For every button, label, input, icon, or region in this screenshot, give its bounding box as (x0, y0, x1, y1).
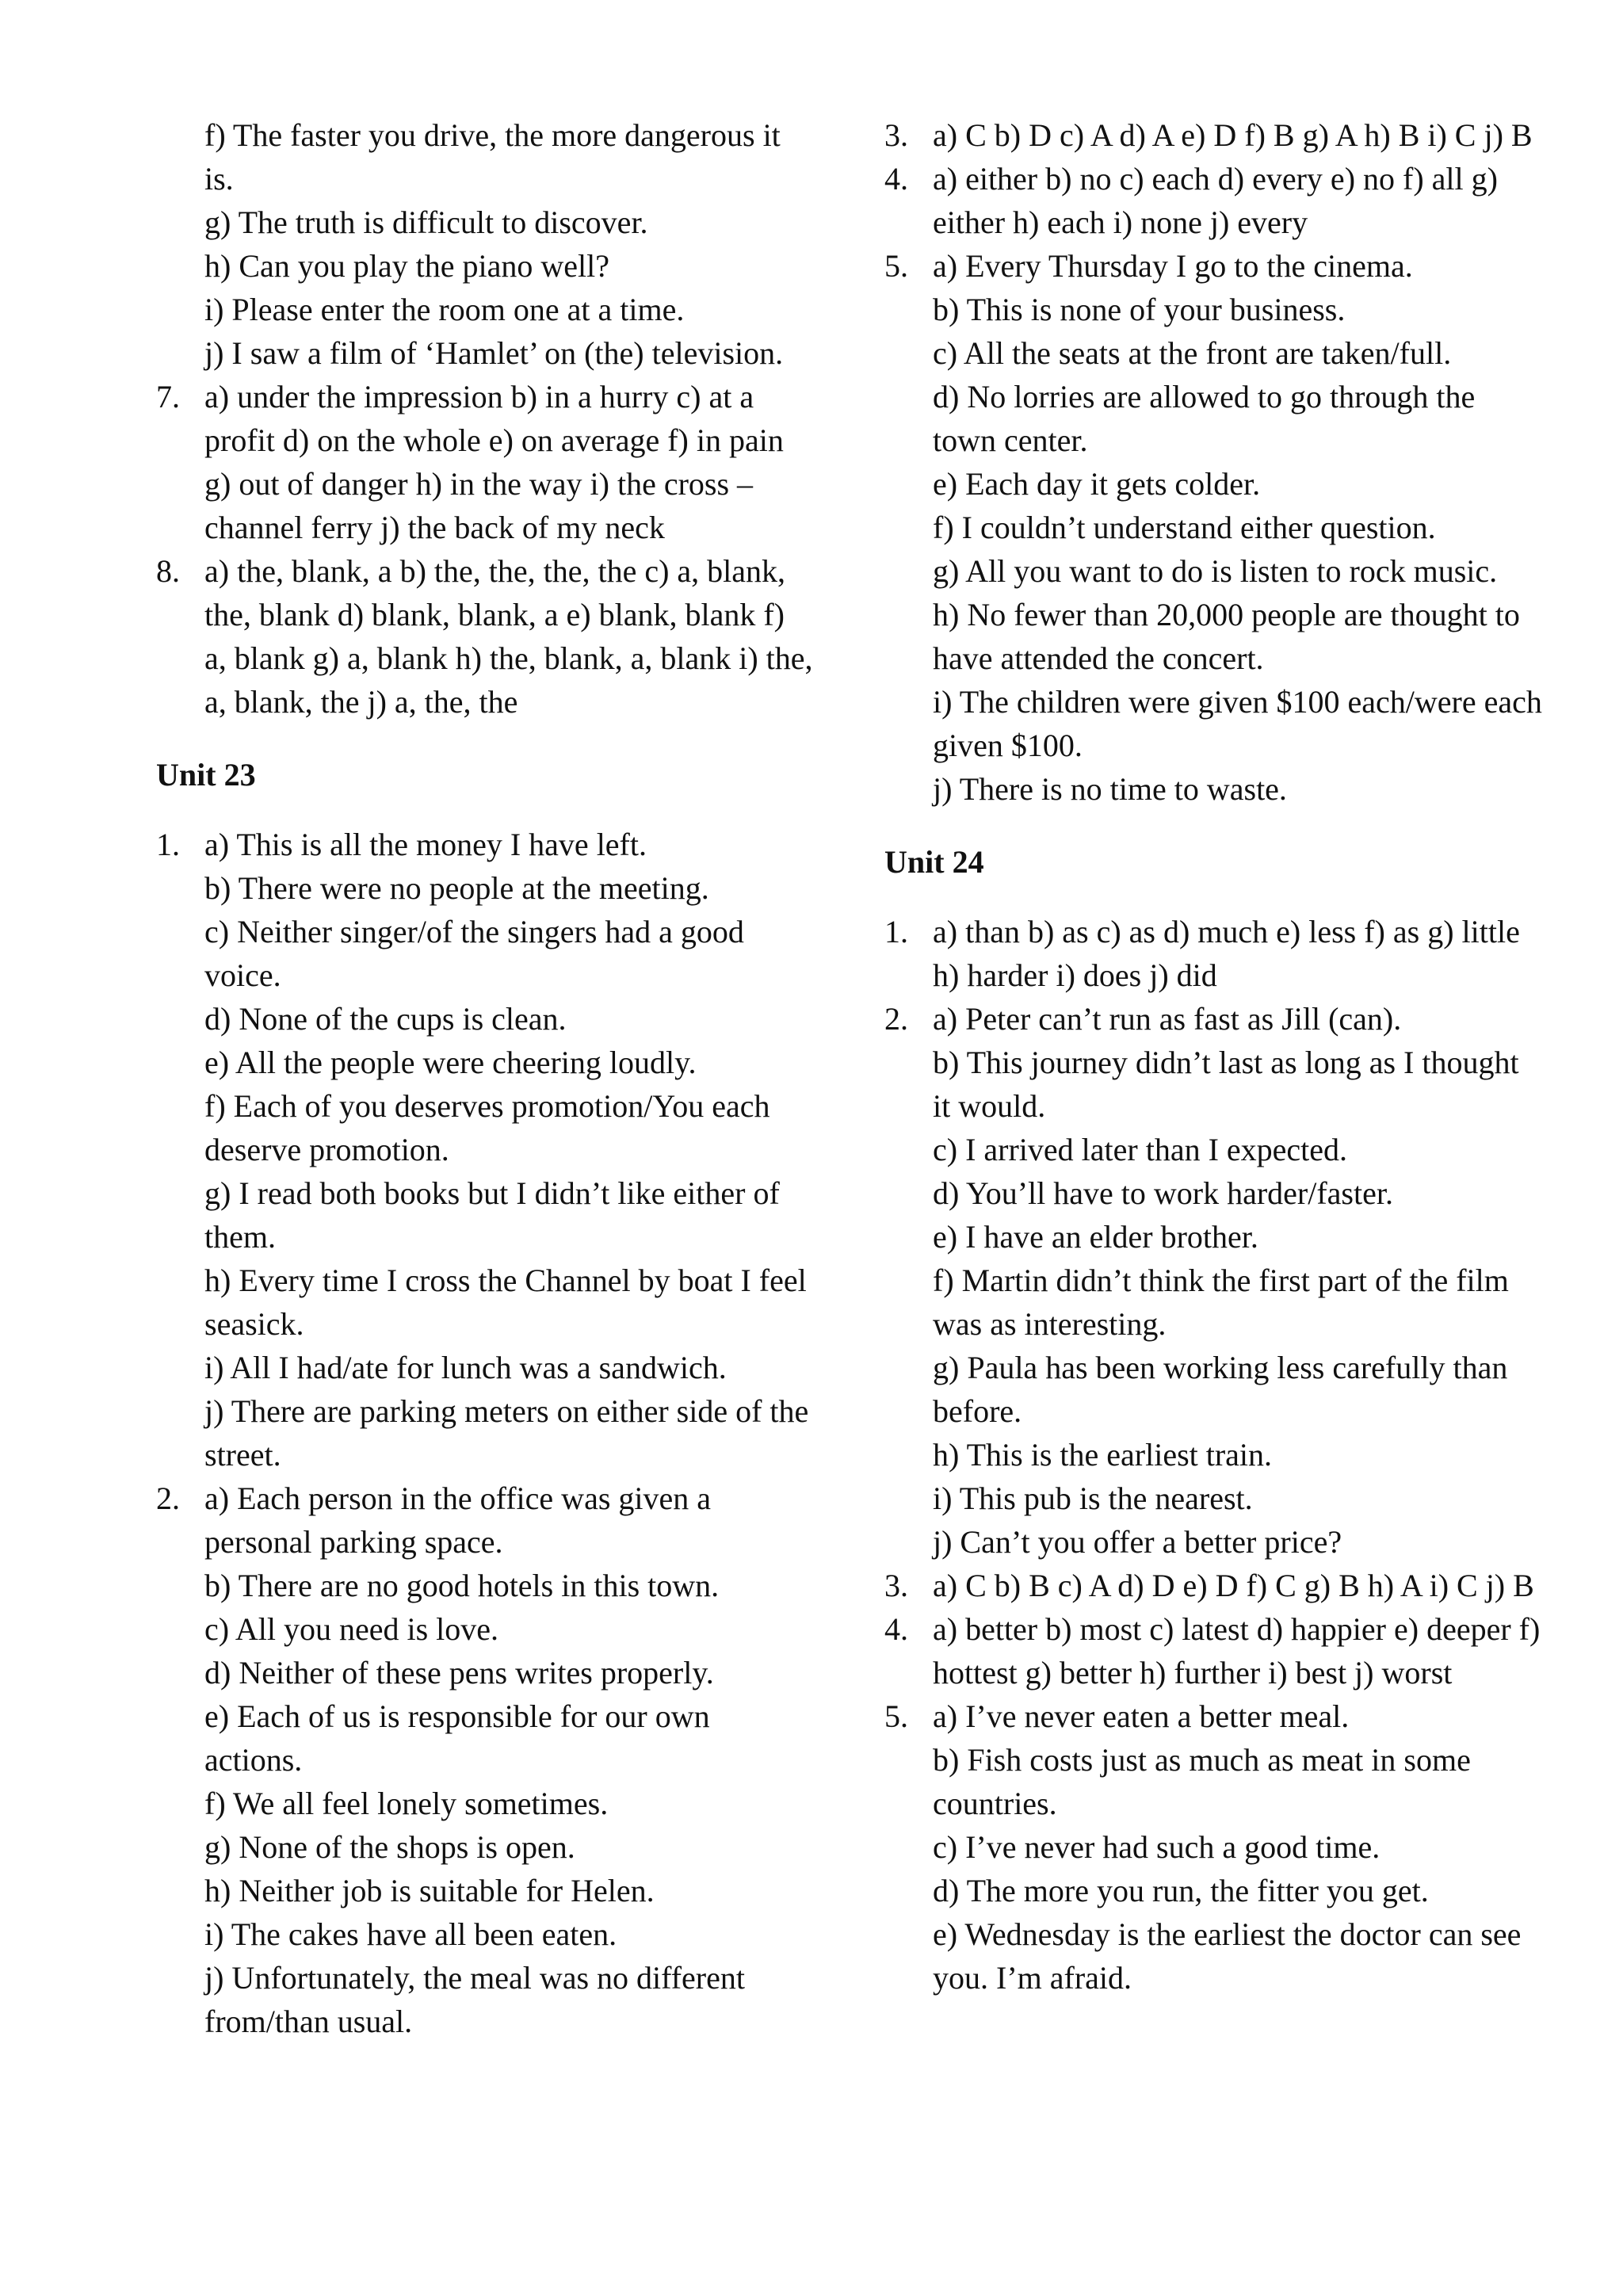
answer-line: c) All you need is love. (204, 1611, 499, 1647)
answer-line: a) the, blank, a b) the, the, the, the c) a, blank, the, blank d) blank, blank, a e) blank, blank f) a, blank g) a, blank h) the, blank, a, blank i) the, a, blank, the j) a, the, the (204, 553, 813, 720)
answer-line: e) Each of us is responsible for our own actions. (204, 1698, 710, 1778)
answer-line: c) All the seats at the front are taken/full. (933, 335, 1452, 371)
answer-line: i) The cakes have all been eaten. (204, 1916, 617, 1952)
answer-line: f) Each of you deserves promotion/You each deserve promotion. (204, 1088, 770, 1167)
answer-line: b) Fish costs just as much as meat in some countries. (933, 1742, 1471, 1821)
continued-answers (156, 113, 814, 375)
exercise-number: 5. (884, 1698, 908, 1734)
exercise-1 (156, 823, 814, 1477)
answer-line: a) Each person in the office was given a personal parking space. (204, 1480, 712, 1560)
answer-line: d) You’ll have to work harder/faster. (933, 1175, 1393, 1211)
unit-23-heading: Unit 23 (156, 757, 256, 793)
answer-line: h) This is the earliest train. (933, 1437, 1273, 1473)
answer-line: a) either b) no c) each d) every e) no f) all g) either h) each i) none j) every (933, 161, 1498, 240)
answer-line: a) This is all the money I have left. (204, 827, 647, 862)
exercise-number: 3. (884, 117, 908, 153)
answer-line: g) None of the shops is open. (204, 1829, 575, 1865)
right-column (884, 113, 1542, 2000)
answer-line: a) Every Thursday I go to the cinema. (933, 248, 1413, 284)
answer-line: j) Can’t you offer a better price? (933, 1524, 1342, 1560)
exercise-2 (156, 1477, 814, 2043)
answer-line: d) No lorries are allowed to go through the town center. (933, 379, 1476, 458)
answer-line: f) We all feel lonely sometimes. (204, 1786, 609, 1821)
answer-line: g) I read both books but I didn’t like either of them. (204, 1175, 780, 1255)
answer-line: d) Neither of these pens writes properly. (204, 1655, 714, 1690)
answer-line: a) under the impression b) in a hurry c) at a profit d) on the whole e) on average f) in pain g) out of danger h) in the way i) the cross – channel ferry j) the back of my neck (204, 379, 784, 545)
answer-line: b) This is none of your business. (933, 292, 1346, 327)
answer-line: i) This pub is the nearest. (933, 1480, 1253, 1516)
answer-line: b) There were no people at the meeting. (204, 870, 709, 906)
exercise-number: 5. (884, 248, 908, 284)
answer-line: j) Unfortunately, the meal was no different from/than usual. (204, 1960, 745, 2039)
exercise-1 (884, 910, 1542, 997)
answer-line: h) Neither job is suitable for Helen. (204, 1873, 655, 1908)
answer-line: e) Wednesday is the earliest the doctor can see you. I’m afraid. (933, 1916, 1522, 1996)
answer-line: f) The faster you drive, the more dangerous it is. (204, 117, 781, 197)
answer-line: a) than b) as c) as d) much e) less f) as g) little h) harder i) does j) did (933, 914, 1520, 993)
exercise-number: 3. (884, 1568, 908, 1603)
answer-line: h) Can you play the piano well? (204, 248, 609, 284)
exercise-number: 4. (884, 161, 908, 197)
exercise-4 (884, 1607, 1542, 1694)
answer-line: a) better b) most c) latest d) happier e) deeper f) hottest g) better h) further i) best j) worst (933, 1611, 1541, 1690)
answer-line: a) Peter can’t run as fast as Jill (can). (933, 1001, 1402, 1037)
exercise-number: 2. (884, 1001, 908, 1037)
exercise-7 (156, 375, 814, 549)
answer-line: j) I saw a film of ‘Hamlet’ on (the) television. (204, 335, 784, 371)
exercise-number: 7. (156, 379, 180, 415)
exercise-5 (884, 244, 1542, 811)
exercise-number: 1. (156, 827, 180, 862)
answer-line: e) Each day it gets colder. (933, 466, 1261, 502)
answer-line: e) I have an elder brother. (933, 1219, 1258, 1255)
exercise-3 (884, 1564, 1542, 1607)
exercise-5 (884, 1694, 1542, 2000)
answer-line: j) There is no time to waste. (933, 771, 1287, 807)
answer-line: i) Please enter the room one at a time. (204, 292, 685, 327)
answer-line: f) I couldn’t understand either question. (933, 510, 1436, 545)
exercise-number: 1. (884, 914, 908, 949)
answer-line: h) No fewer than 20,000 people are thought to have attended the concert. (933, 597, 1520, 676)
answer-line: c) I’ve never had such a good time. (933, 1829, 1381, 1865)
exercise-3 (884, 113, 1542, 157)
answer-line: d) None of the cups is clean. (204, 1001, 567, 1037)
answer-line: g) Paula has been working less carefully than before. (933, 1350, 1508, 1429)
left-column (156, 113, 814, 2043)
exercise-8 (156, 549, 814, 724)
exercise-4 (884, 157, 1542, 244)
answer-line: i) All I had/ate for lunch was a sandwich. (204, 1350, 727, 1385)
answer-line: a) I’ve never eaten a better meal. (933, 1698, 1350, 1734)
exercise-number: 4. (884, 1611, 908, 1647)
answer-line: f) Martin didn’t think the first part of the film was as interesting. (933, 1263, 1509, 1342)
answer-line: b) There are no good hotels in this town. (204, 1568, 720, 1603)
answer-line: i) The children were given $100 each/were each given $100. (933, 684, 1542, 763)
answer-line: h) Every time I cross the Channel by boat I feel seasick. (204, 1263, 807, 1342)
unit-24-heading: Unit 24 (884, 844, 984, 880)
answer-line: j) There are parking meters on either side of the street. (204, 1393, 809, 1473)
exercise-2 (884, 997, 1542, 1564)
answer-line: e) All the people were cheering loudly. (204, 1045, 697, 1080)
answer-line: g) All you want to do is listen to rock music. (933, 553, 1498, 589)
answer-line: a) C b) B c) A d) D e) D f) C g) B h) A i) C j) B (933, 1568, 1534, 1603)
answer-line: c) I arrived later than I expected. (933, 1132, 1348, 1167)
answer-line: b) This journey didn’t last as long as I thought it would. (933, 1045, 1519, 1124)
exercise-number: 8. (156, 553, 180, 589)
exercise-number: 2. (156, 1480, 180, 1516)
answer-line: d) The more you run, the fitter you get. (933, 1873, 1429, 1908)
answer-line: c) Neither singer/of the singers had a good voice. (204, 914, 744, 993)
answer-line: g) The truth is difficult to discover. (204, 204, 648, 240)
answer-line: a) C b) D c) A d) A e) D f) B g) A h) B i) C j) B (933, 117, 1533, 153)
